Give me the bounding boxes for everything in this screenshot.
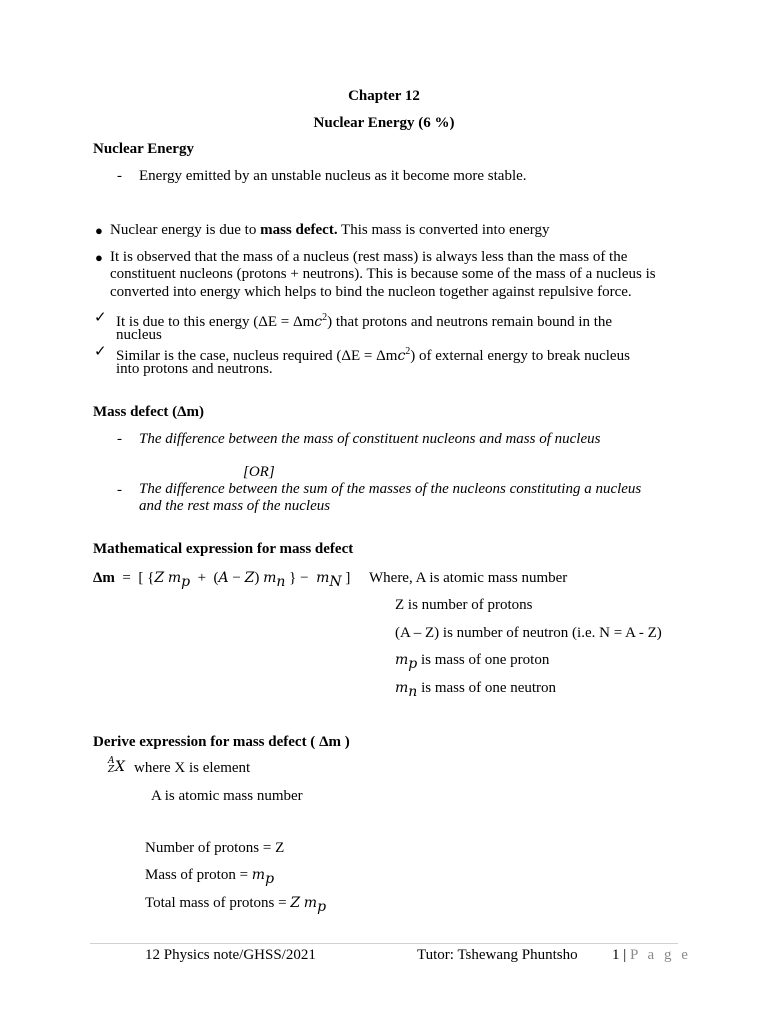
nuclear-energy-heading: Nuclear Energy bbox=[93, 141, 194, 157]
nuclear-energy-definition: Energy emitted by an unstable nucleus as it become more stable. bbox=[139, 168, 527, 184]
footer-divider bbox=[90, 943, 678, 944]
bullet-marker: ● bbox=[95, 250, 103, 265]
checkmark-icon: ✓ bbox=[94, 310, 107, 326]
checkmark-icon: ✓ bbox=[94, 344, 107, 360]
check-break-nucleus-line2: into protons and neutrons. bbox=[116, 361, 273, 377]
dash-marker: - bbox=[117, 168, 122, 184]
where-neutrons: (A – Z) is number of neutron (i.e. N = A - Z) bbox=[395, 625, 662, 641]
nuclide-notation: A Z X bbox=[108, 756, 125, 775]
math-expression-heading: Mathematical expression for mass defect bbox=[93, 541, 354, 557]
chapter-label: Chapter 12 bbox=[348, 88, 420, 104]
bullet-observation-line1: It is observed that the mass of a nucleus (rest mass) is always less than the mass of the bbox=[110, 249, 628, 265]
footer-note-label: 12 Physics note/GHSS/2021 bbox=[145, 947, 316, 963]
bullet-observation-line2: constituent nucleons (protons + neutrons). This is because some of the mass of a nucleus is bbox=[110, 266, 656, 282]
dash-marker: - bbox=[117, 482, 122, 498]
derive-heading: Derive expression for mass defect ( Δm ) bbox=[93, 734, 350, 750]
a-is-mass-number: A is atomic mass number bbox=[151, 788, 303, 804]
where-x-element: where X is element bbox=[134, 760, 251, 776]
check-break-nucleus: Similar is the case, nucleus required (ΔE = Δmc$^2$) of external energy to break nucleus bbox=[116, 346, 630, 364]
bullet-observation-line3: converted into energy which helps to bind the nucleon together against repulsive force. bbox=[110, 284, 632, 300]
mass-defect-definition-2-line2: and the rest mass of the nucleus bbox=[139, 498, 331, 514]
mass-of-proton: Mass of proton = $m_p$ bbox=[145, 867, 275, 887]
mass-defect-definition-1: The difference between the mass of constituent nucleons and mass of nucleus bbox=[139, 431, 601, 447]
where-proton-mass: $m_p$ is mass of one proton bbox=[395, 652, 550, 672]
where-protons: Z is number of protons bbox=[395, 597, 533, 613]
number-of-protons: Number of protons = Z bbox=[145, 840, 285, 856]
where-atomic-mass: Where, A is atomic mass number bbox=[369, 570, 568, 586]
footer-tutor: Tutor: Tshewang Phuntsho bbox=[417, 947, 578, 963]
check-binding-energy-line2: nucleus bbox=[116, 327, 162, 343]
mass-defect-formula: Δm = [ {Z $m_p + (A - Z)$ $m_n$ } − $m_N$ ] bbox=[93, 570, 351, 590]
bullet-mass-defect: Nuclear energy is due to mass defect. This mass is converted into energy bbox=[110, 222, 550, 238]
page-title: Nuclear Energy (6 %) bbox=[313, 115, 455, 131]
where-neutron-mass: $m_n$ is mass of one neutron bbox=[395, 680, 557, 700]
footer-page-number: 1 | P a g e bbox=[612, 947, 691, 963]
mass-defect-definition-2-line1: The difference between the sum of the masses of the nucleons constituting a nucleus bbox=[139, 481, 642, 497]
dash-marker: - bbox=[117, 431, 122, 447]
bullet-marker: ● bbox=[95, 223, 103, 238]
or-separator: [OR] bbox=[243, 464, 275, 480]
mass-defect-heading: Mass defect (Δm) bbox=[93, 404, 205, 420]
check-binding-energy: It is due to this energy (ΔE = Δmc$^2$) that protons and neutrons remain bound in the bbox=[116, 312, 613, 330]
total-mass-of-protons: Total mass of protons = Z $m_p$ bbox=[145, 895, 327, 915]
